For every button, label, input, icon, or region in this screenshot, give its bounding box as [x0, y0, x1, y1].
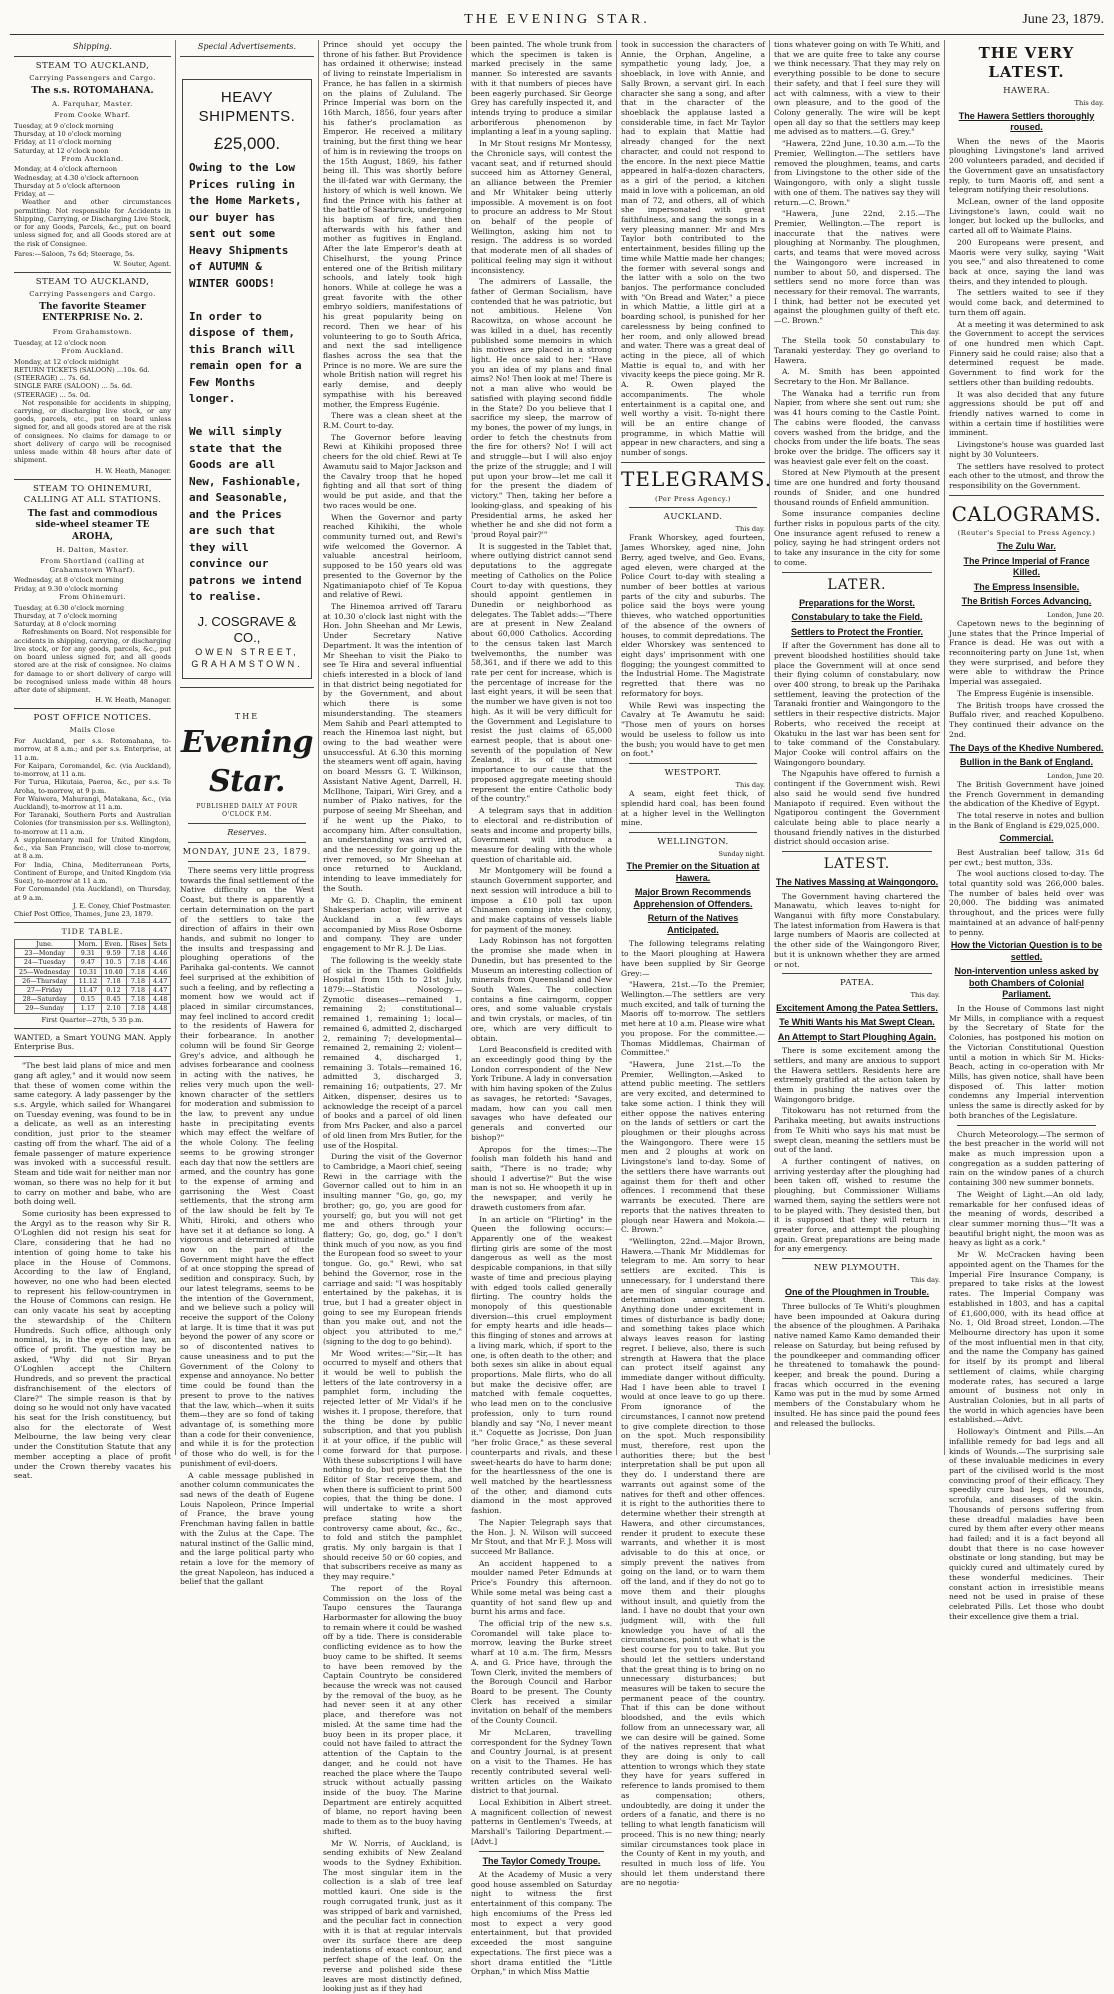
shipping-ad-title: STEAM TO AUCKLAND, [35, 61, 150, 72]
divider [180, 687, 314, 688]
table-cell: 4.46 [150, 949, 171, 958]
section-heading: An Attempt to Start Ploughing Again. [777, 1031, 937, 1042]
news-paragraph: The Empress Eugénie is insensible. [957, 688, 1094, 698]
news-paragraph: Stored at New Plymouth at the present time are one hundred and forty thousand rounds of Snider, and one hundred thousand rounds of Enfield ammunition. [774, 468, 940, 507]
section-heading: The Premier on the Situation at Hawera. [626, 861, 760, 883]
news-paragraph: The official trip of the new s.s. Coromandel will take place to-morrow, leaving the Burke street wharf at 10 a.m. The firm, Messrs A. and G. Price have, through the Town Clerk, invited the members of the Borough Council and Harbor Board to be present. The County Clerk has received a similar invitation on behalf of the members of the County Council. [471, 1619, 612, 1726]
news-paragraph: been painted. The whole trunk from which the specimen is taken is marked precisely in the same manner. So interested are savants with it that numbers of pieces have been eagerly purchased. Sir George Grey has carefully inspected it, and intends trying to produce a similar arboriferous phenomenon by implanting a leaf in a young sapling. [471, 40, 612, 137]
section-heading: Bullion in the Bank of England. [960, 757, 1093, 768]
news-paragraph: tions whatever going on with Te Whiti, and that we are quite free to take any course we think necessary. That they may rely on everything possible to be done to secure their safety, and that I feel sure they will act with calmness, with a view to their own pleasure, and to the good of the Colony generally. The wire will be kept open all day so that the settlers may keep me advised as to matters.—G. Grey." [774, 40, 940, 137]
news-paragraph: Frank Whorskey, aged fourteen, James Whorskey, aged nine, John Berry, aged twelve, and Geo. Evans, aged eleven, were charged at the Police Court to-day with stealing a number of beer bottles at various parts of the city and suburbs. The police said the boys were young thieves, who watched opportunities of the absence of the owners of houses, to commit depredations. The elder Whorskey was sentenced to eight days' imprisonment with one flogging; the youngest committed to the Industrial Home. The Magistrate regretted that there was no reformatory for boys. [621, 533, 765, 698]
news-paragraph: At a meeting it was determined to ask the Government to accept the services of one hundred men which Capt. Finnery said he could raise; also that a determined request be made. Government to find work for the settlers other than building redoubts. [949, 319, 1104, 387]
ship-name: The s.s. ROTOMAHANA. [31, 85, 154, 96]
news-paragraph: It is suggested in the Tablet that, where outlying district cannot send deputations to the aggregate meeting of Catholics on the Police Court to-day with questions, they should appoint gentlemen in Dunedin or neighborhood as delegates. The Tablet adds:—"There are at present in New Zealand about 60,000 Catholics. According to the census taken last March twelvemonths, the number was 58,361, and if there we add to this rate per cent for increase, which is the percentage of increase for the last eight years, it will be seen that the number we have given is not too high. As it will be very difficult for the Government and Legislature to resist the just claims of 65,000 earnest people, that is about one-seventh of the population of New Zealand, it is of the utmost importance to our cause that the proposed aggregate meeting should represent the entire Catholic body of the country." [471, 541, 612, 804]
ad-headline: HEAVY SHIPMENTS. [198, 89, 296, 126]
departure-times: Tuesday, at 6.30 o'clock morning Thursday, at 7 o'clock morning Saturday, at 8 o'clock morning [14, 603, 125, 629]
dateline-day: This day. [910, 327, 940, 336]
tide-table-title: TIDE TABLE. [61, 927, 124, 937]
table-cell: 9.31 [75, 949, 101, 958]
news-paragraph: While Rewi was inspecting the Cavalry at Te Awamutu he said: "Those men of yours on horses would be useless to follow us into the bush; you would have to get men on foot." [621, 700, 765, 759]
news-paragraph: Best Australian beef tallow, 31s 6d per cwt.; best mutton, 33s. [949, 847, 1104, 867]
table-header: June. [15, 940, 75, 949]
news-paragraph: The Ngapuhis have offered to furnish a contingent if the Government wish. Rewi also said he would send five hundred Maniapoto if required. Even without the Ngatiporou contingent the Government calculate being able to place nearly a thousand friendly natives in the disturbed district should occasion arise. [774, 769, 940, 847]
cosgrave-advertisement [182, 79, 312, 679]
table-cell: 24—Tuesday [15, 958, 75, 967]
news-paragraph: Mr Montgomery will be found a staunch Government supporter, and next session will introduce a bill to impose a £10 poll tax upon Chinamen coming into the colony, and make captains of vessels liable for payment of the money. [471, 866, 612, 934]
news-paragraph: The Hinemoa arrived off Tararu at 10.30 o'clock last night with the Hon. John Sheehan and Mr Lewis, Under Secretary Native Department. It was the intention of Mr Sheehan to visit the Piako to see Te Hira and several influential chiefs interested in a block of land in that district being negotiated for by the Government, and about which there is some misunderstanding. The steamers Mem Sahib and Pearl attempted to reach the Hinemoa last night, but owing to the bad weather were unsuccessful. At 6.30 this morning the steamers went off again, having on board Messrs G. T. Wilkinson, Assistant Native Agent, Darrell, H. McIlhone, Taipari, Wiri Grey, and a number of Piako natives, for the purpose of seeing Mr Sheehan, and if he went up the Piako, to accompany him. After consultation, an understanding was arrived at, and the necessity for going up the river removed, so Mr Sheehan at once returned to Auckland, intending to leave immediately for the South. [323, 601, 462, 893]
table-cell: 4.46 [150, 958, 171, 967]
news-paragraph: The Stella took 50 constabulary to Taranaki yesterday. They go overland to Hawera. [774, 336, 940, 365]
wanted-advertisement: WANTED, a Smart YOUNG MAN. Apply Enterprise Bus. [14, 1032, 171, 1052]
departure-heading: From Shortland (calling at Grahamstown Wharf). [40, 557, 145, 574]
news-paragraph: took in succession the characters of Annie, the Orphan, Angeline, a sympathetic young lady, Joe, a shoeblack, in love with Annie, and Sally Brown, a servant girl. In each character she sang a song, and after that in the character of the shoeblack the applause lasted a considerable time, in fact Mr Taylor had to explain that Mattie had already changed for the next character, and could not respond to the encore. In the next piece Mattie appeared in half-a-dozen characters, as a girl of the period, a kitchen maid in love with a policeman, an old man of 72, and others, all of which she impersonated with great faithfulness, and sang the songs in a very pleasing manner. Mr and Mrs Taylor both contributed to the entertainment, besides filling up the time while Mattie made her changes; the former with several songs and the latter with a solo on the two banjos. The performance concluded with "On Bread and Water," a piece in which Mattie, a little girl at a boarding school, is punished for her carelessness by being confined to her room, and only allowed bread and water. There was a great deal of acting in the piece, all of which Mattie is equal to, and with her vivacity keeps the piece going. Mr R. A. R. Owen played the accompaniments. The whole entertainment is a capital one, and well worthy a visit. To-night there will be an entire change of programme, in which Mattie will appear in new characters, and sing a number of songs. [621, 40, 765, 458]
news-paragraph: Prince should yet occupy the throne of his father. But Providence has ordained it otherwise; instead of living to reinstate Imperialism in France, he has fallen in a skirmish on the plains of Zululand. The Prince Imperial was born on the 16th March, 1856, four years after his father's proclamation as Emperor. He received a military training, but the first thing we hear of him is in reviewing the troops on the 15th August, 1869, his father being ill. This was shortly before the ill-fated war with Germany, the history of which is well known. We find the Prince with his father at the battle of Saarbruck, undergoing his baptism of fire, and then afterwards with his father and mother as fugitives in England. After the late Emperor's death at Chiselhurst, the young Prince entered one of the British military schools, and lately took high honors. While at college he was a great favorite with the other embryo soldiers, manifestations of his great popularity being on record. Then we hear of his volunteering to go to South Africa, and next the sad intelligence flashes across the sea that the Prince is no more. We are sure the whole British nation will regret his early demise, and deeply sympathise with his bereaved mother, the Empress Eugénie. [323, 40, 462, 409]
issue-date: MONDAY, JUNE 23, 1879. [182, 846, 312, 856]
section-heading: The Natives Massing at Waingongoro. [775, 877, 939, 888]
departure-times: Wednesday, at 8 o'clock morning Friday, at 9.30 o'clock morning [14, 576, 124, 593]
table-row [15, 1004, 171, 1013]
table-cell: 9.47 [75, 958, 101, 967]
dateline-place: HAWERA. [1003, 86, 1050, 97]
table-cell: 0.45 [101, 995, 126, 1004]
newspaper-title: THE EVENING STAR. [464, 12, 650, 27]
masthead-name: Evening Star. [181, 725, 313, 799]
shipping-note: Not responsible for accidents in shipping, carrying, or discharging live stock, or any goods, parcels, etc., put on board unless signed for, and all goods stored are at the risk of consignees. No claims for damage to or short delivery of cargo will be recognised unless made within 48 hours after date of shipment. [14, 398, 171, 465]
section-heading: How the Victorian Question is to be settled. [950, 940, 1103, 962]
divider [629, 763, 757, 764]
divider [188, 823, 306, 824]
dateline-day: This day. [910, 991, 940, 1000]
table-cell: 2.10 [101, 1004, 126, 1013]
departure-heading: From Grahamstown. [52, 327, 133, 336]
departure-heading: From Cooke Wharf. [54, 111, 131, 120]
news-paragraph: "The best laid plans of mice and men gang aft agley," and it would now seem that these of women come within the same category. A lady passenger by the s.s. Argyle, which sailed for Whangarei on Tuesday evening, was found to be in a delicate, as well as an interesting condition, just prior to the steamer casting off from the wharf. The aid of a female passenger of mature experience was invoked with a successful result. Steam and tide wait for neither man nor woman, so there was no help for it but to carry on mother and babe, who are both doing well. [14, 1061, 171, 1207]
ad-town: GRAHAMSTOWN. [191, 658, 303, 669]
table-row [15, 976, 171, 985]
news-paragraph: The Napier Telegraph says that the Hon. J. N. Wilson will succeed Mr Stout, and that Mr F. J. Moss will succeed Mr Ballance. [471, 1517, 612, 1556]
ship-name: The fast and commodious side-wheel steamer TE AROHA, [27, 508, 158, 542]
section-heading: The British Forces Advancing. [961, 596, 1092, 607]
page-masthead [10, 8, 1104, 35]
dateline-place: WELLINGTON. [657, 837, 729, 848]
news-paragraph: There was a clean sheet at the R.M. Court to-day. [323, 411, 462, 431]
column-shipping [10, 40, 175, 1481]
news-paragraph: "Hawera, June 21st.—To the Premier, Wellington.—Asked to attend public meeting. The settlers are very excited, and determined to take some action. I think they will either oppose the natives entering on the lands of settlers or cart the ploughmen or their ploughs across the Waingongoro. There were 15 men and 2 ploughs at work on Livingstone's land to-day. Some of the settlers there have warrants out against them for theft and other offences. I recommend that these warrants be executed. There are reports that the natives threaten to plough near Hawera and Mokoia.—C. Brown." [621, 1060, 765, 1235]
table-row [15, 958, 171, 967]
shipping-header: Shipping. [73, 42, 112, 51]
section-heading: Commercial. [999, 833, 1054, 844]
publication-line: PUBLISHED DAILY AT FOUR O'CLOCK P.M. [196, 803, 298, 818]
news-paragraph: Apropos for the times:—The foolish man foldeth his hand and saith, "There is no trade; why should I advertise?" But the wise man is not so. He whoopeth it up in the newspaper, and verily he draweth customers from afar. [471, 1144, 612, 1212]
table-header: Morn. [75, 940, 101, 949]
news-paragraph: Lord Beaconsfield is credited with an exceedingly good thing by the London correspondent of the New York Tribune. A lady in conversation with him having spoken of the Zulus as savages, he retorted: "Savages, madam, how can you call men savages who have defeated our generals and converted our bishop?" [471, 1045, 612, 1142]
section-heading: Return of the Natives Anticipated. [647, 913, 739, 935]
news-paragraph: At the Academy of Music a very good house assembled on Saturday night to witness the first entertainment of this company. The high encomiums of the Press led most to expect a very good entertainment, but that provided exceeded the most sanguine expectations. The first piece was a short drama entitled the "Little Orphan," in which Miss Mattie [471, 1870, 612, 1977]
departure-times: Monday, at 4 o'clock afternoon Wednesday, at 4.30 o'clock afternoon Thursday at 5 o'clock afternoon Friday, at — [14, 165, 139, 199]
later-heading: LATER. [827, 576, 887, 593]
dateline-day: Sunday night. [718, 850, 765, 859]
ad-body: Owing to the Low Prices ruling in the Home Markets, our buyer has sent out some Heavy Shipments of AUTUMN & WINTER GOODS! In order to dispose of them, this Branch will remain open for a Few Months longer. We will simply state that the Goods are all New, Fashionable, and Seasonable, and the Prices are such that they will convince our patrons we intend to realise. [189, 161, 302, 604]
news-paragraph: 200 Europeans were present, and Maoris were very sulky, saying "Wait you see," and also threatened to come back at once, saying the land was theirs, and they intended to plough. [949, 237, 1104, 286]
news-paragraph: The wool auctions closed to-day. The total quantity sold was 266,000 bales. The number of bales held over was 20,000. The bidding was animated throughout, and the prices were fully maintained at an advance of half-penny to penny. [949, 869, 1104, 937]
advertisement-paragraph: Mr W. McCracken having been appointed agent on the Thames for the Imperial Fire Insurance Company, is prepared to take risks at the lowest rates. The Imperial Company was established in 1803, and has a capital of £1,600,000, with its head office at No. 1, Old Broad street, London.—The Melbourne directory has upon it some of the most influential men in that city, and the name the Company has gained for itself by its prompt and liberal settlement of claims, while charging moderate rates, has secured a large amount of business not only in Australian Colonies, but in all parts of the world in which agencies have been established.—Advt. [949, 1250, 1104, 1425]
section-heading: The Empress Insensible. [973, 581, 1080, 592]
section-heading: Non-intervention unless asked by both Chambers of Colonial Parliament. [954, 966, 1099, 1000]
news-paragraph: Capetown news to the beginning of June states that the Prince Imperial of France is dead. He was out with a reconnoitering party on June 1st, when they were surprised, and before they were able to withdraw the Prince Imperial was assegaied. [949, 618, 1104, 687]
tide-table-footnote: First Quarter—27th, 5 35 p.m. [41, 1015, 144, 1024]
special-advertisements-header: Special Advertisements. [197, 42, 297, 51]
table-row [15, 949, 171, 958]
news-paragraph: Some curiosity has been expressed to the Argyl as to the reason why Sir R. O'Loghlen did not resign his seat for Clare, considering that he had no intention of going home to take his place in the House of Commons. According to the law of England, however, no one who had been elected to represent his fellow-countrymen in the House of Commons can resign. He can only vacate his seat by accepting the stewardship of the Chiltern Hundreds. Such office, although only nominal, is, in the eye of the law, an office of profit. The question may be asked, "Why did not Sir Bryan O'Loghlen accept the Chiltern Hundreds, and so prevent the practical disfranchisement of the electors of Clare?" The simple reason is that by doing so he would not only have vacated his seat for the Irish constituency, but also for the electorate of West Melbourne, the law being very clear under the Constitution Statute that any member accepting a place of profit under the Crown thereby vacates his seat. [14, 1208, 171, 1481]
table-cell: 28—Saturday [15, 995, 75, 1004]
dateline-day: London, June 20. [1047, 771, 1104, 780]
ship-master: H. Dalton, Master. [56, 546, 129, 555]
section-heading: Excitement Among the Patea Settlers. [776, 1002, 938, 1013]
shipping-ad-title: STEAM TO OHINEMURI, CALLING AT ALL STATIONS. [23, 483, 162, 505]
table-header: Sets [150, 940, 171, 949]
divider [782, 572, 932, 573]
divider [14, 56, 171, 57]
news-paragraph: Titokowaru has not returned from the Parihaka meeting, but awaits instructions from Te Whiti who says his mat must be swept clean, meaning the settlers must be out of the land. [774, 1106, 940, 1155]
dateline-place: AUCKLAND. [663, 512, 723, 523]
news-paragraph: A seam, eight feet thick, of splendid hard coal, has been found at a higher level in the Wellington mine. [621, 789, 765, 828]
table-cell: 7.18 [126, 949, 150, 958]
section-heading: Major Brown Recommends Apprehension of Offenders. [633, 887, 753, 909]
table-cell: 11.47 [75, 985, 101, 994]
news-paragraph: "Hawera, 22nd June, 10.30 a.m.—To the Premier, Wellington.—The settlers have removed the ploughmen, teams, and carts from Livingstone to the other side of the Waingongoro, with only a slight tussle with one of them. The natives say they will return.—C. Brown." [774, 139, 940, 207]
divider [188, 842, 306, 843]
news-paragraph: A further contingent of natives, on arriving yesterday after the ploughing had been taken off, wished to resume the ploughing, but Commissioner Williams warned them, saying the settlers were not to be played with. They desisted then, but it is supposed that they will return in greater force, and attempt the ploughing again. Great preparations are being made for any emergency. [774, 1157, 940, 1254]
table-cell: 0.12 [101, 985, 126, 994]
section-heading: One of the Ploughmen in Trouble. [785, 1287, 929, 1298]
column-advertisements [175, 40, 318, 1587]
divider [14, 1028, 171, 1029]
column-very-latest [944, 40, 1108, 1621]
dateline-day: This day. [735, 780, 765, 789]
news-paragraph: "Wellington, 22nd.—Major Brown, Hawera.—Thank Mr Middlemas for telegram to me. Am sorry to hear settlers are excited. This is unnecessary, for I understand there are men of singular courage and determination amongst them. Anything done under excitement in times of disturbance is badly done; and something takes place which always leaves reason for lasting regret. I believe, also, there is such strength at Hawera that the place can protect itself against any immediate danger without difficulty. Had I have been able to travel I would at once leave to go up there. From ignorance of the circumstances, I cannot now pretend to give complete direction to those on the spot. Much responsibility must, therefore, rest upon the authorities there; but the best interpretation shall be put upon all they do. I understand there are warrants out against some of the natives for theft and other offences. it is right to the authorities there to determine whether their strength at Hawera, and other circumstances, render it prudent to execute these warrants, and whether it is most advisable to do this at once, or simply prevent the natives from going on the land, or to warn them off the land, and if they do not go to move them and their ploughs without insult, and quietly from the land. I have no doubt that your own judgment will, with the full knowledge you have of all the circumstances, point out what is the best course for you to take. But you should let the settlers understand that the great thing is to bring on no unnecessary disturbances; but measures will be taken to secure the permanent peace of the country. That if this can be done without bloodshed, and the evils which follow from an unnecessary war, all we can desire will be gained. Some of the natives represent that what they are doing is only to call attention to wrongs which they state they have for years suffered in reference to lands promised to them as compensation; others, undoubtedly, are doing it under the orders of a fanatic, and there is no telling to what length fanaticism will proceed. This is no new thing; nearly similar circumstances took place in the County of Kent in my youth, and resulted in much loss of life. You should let them understand there are no negotia- [621, 1236, 765, 1888]
shipping-agent: W. Souter, Agent. [113, 260, 171, 269]
news-paragraph: In Mr Stout resigns Mr Montessy, the Chronicle says, will contest the vacant seat, and if returned should succeed him as Attorney General, an alliance between the Premier and Mr Whitaker being utterly impossible. A movement is on foot to procure an address to Mr Stout on behalf of the people of Wellington, asking him not to resign. The address is so worded that moderate men of all shades of political feeling may sign it without inconsistency. [471, 139, 612, 275]
section-heading: The Zulu War. [997, 541, 1056, 552]
divider [949, 495, 1104, 496]
editorial-paragraph: A cable message published in another column communicates the sad news of the death of Eugene Louis Napoleon, Prince Imperial of France, the brave young Frenchman having fallen in battle with the Zulus at the Cape. The natural instinct of the Gallic mind, and the large political party who retain a love for the memory of the great Napoleon, has induced a belief that the gallant [180, 1470, 314, 1587]
dateline-day: This day. [735, 525, 765, 534]
shipping-fares: Fares:—Saloon, 7s 6d; Steerage, 5s. [14, 249, 135, 258]
column-news-3 [318, 40, 466, 1994]
shipping-agent: H. W. Heath, Manager. [95, 466, 171, 475]
news-paragraph: McLean, owner of the land opposite Livingstone's lawn, could wait no longer, but locked up the bullocks, and carted all off to Waimate Plains. [949, 196, 1104, 236]
news-paragraph: A telegram says that in addition to electoral and re-distribution of seats and income and property bills, Government will introduce a measure for dealing with the whole question of charitable aid. [471, 806, 612, 864]
post-office-notices: For Auckland, per s.s. Rotomahana, to-morrow, at 8 a.m.; and per s.s. Enterprise, at 11 a.m. For Kaipara, Coromandel, &c. (via Auckland), to-morrow, at 11 a.m. For Turua, Hikutaia, Paeroa, &c., per s.s. Te Aroha, to-morrow, at 9 p.m. For Waiwera, Mahurangi, Matakana, &c., (via Auckland), to-morrow at 11 a.m. For Taranaki, Southern Ports and Australian Colonies (for transmission per s.s. Wellington), to-morrow at 11 a.m. A supplementary mail for United Kingdom, &c., via San Francisco, will close to-morrow, at 8 a.m. For India, China, Mediterranean Ports, Continent of Europe, and United Kingdom (via Suez), to-morrow at 11 a.m. For Coromandel (via Auckland), on Thursday, at 9 a.m. [14, 737, 171, 902]
table-cell: 23—Monday [15, 949, 75, 958]
shipping-agent: H. W. Heath, Manager. [95, 696, 171, 705]
section-heading: Settlers to Protect the Frontier. [790, 626, 924, 637]
advertisement-paragraph: Local Exhibition in Albert street. A magnificent collection of newest patterns in Gentlemen's Tweeds, at Marshall's Tailoring Department.—[Advt.] [471, 1797, 612, 1846]
telegrams-source: (Per Press Agency.) [654, 494, 732, 503]
shipping-fares: RETURN TICKETS (SALOON) ...10s. 6d. (STEERAGE) ... 7s. 6d. SINGLE FARE (SALOON) ... 5s. 6d. (STEERAGE) ... 5s. 0d. [14, 365, 150, 399]
table-cell: 10.31 [75, 967, 101, 976]
news-paragraph: An accident happened to a moulder named Peter Edmunds at Price's Foundry this afternoon. While some metal was being cast a quantity of hot sand flew up and burnt his arms and face. [471, 1558, 612, 1617]
section-heading: The Hawera Settlers thoroughly roused. [958, 110, 1095, 133]
divider [629, 832, 757, 833]
table-cell: 11.12 [75, 976, 101, 985]
shipping-ad-subtitle: Carrying Passengers and Cargo. [29, 74, 156, 83]
shipping-ad-title: STEAM TO AUCKLAND, [35, 277, 150, 288]
reserves-line: Reserves. [227, 827, 267, 837]
table-cell: 26—Thursday [15, 976, 75, 985]
news-paragraph: The following is the weekly state of sick in the Thames Goldfields Hospital from 15th to 21st July, 1879:—Statistic Nosology.—Zymotic diseases—remained 1, remaining 2; constitutional—remained 1, remaining 1; local—remained 6, admitted 2, discharged 2, remaining 7; developmental—remained 2, remaining 2; violent—remained 4, discharged 1, remaining 3. Totals—remained 16, admitted 3, discharged 3, remaining 16; outpatients, 27. Mr Aitken, dispenser, desires us to acknowledge the receipt of a parcel of books and a parcel of old linen from Mrs Packer, and also a parcel of old linen from Mrs Butler, for the use of the Hospital. [323, 955, 462, 1150]
section-heading: The Prince Imperial of France Killed. [963, 555, 1090, 578]
table-cell: 7.18 [126, 1004, 150, 1013]
editorial-paragraph: There seems very little progress towards the final settlement of the Native difficulty on the West Coast, but there is apparently a certain determination on the part of the settlers to take the direction of affairs in their own hands, and submit no longer to the insults and trespassing and ploughing operations of the Parihaka gal-contents. We cannot feel surprised at the exhibition of such a feeling, and by reflecting a moment how we would act if placed in similar circumstances, may feel inclined to accord credit to the residents of Hawera for their forbearance. In another column will be found Sir George Grey's advice, and although he advises forbearance and coolness in acting with the natives, he relies very much upon the well-known character of the settlers for moderation and submission to the law, to prevent any undue haste in precipitating events which may effect the welfare of the whole Colony. The feeling seems to be growing stronger each day that now the settlers are armed, and the country has gone to the expense of arming and garrisoning the West Coast settlements, that the strong arm of the law should be felt by Te Whiti, Hiroki, and others who have set it at defiance so long. A vigorous and determined attitude now on the part of the Government might have the effect of at once stopping the spread of sedition and conspiracy. Such, by our latest telegrams, seems to be the intention of the Government, and we believe such a policy will receive the support of the Colony at large. It is time that it was put beyond the power of any score or so of discontented natives to cause uneasiness and to put the Government of the Colony to expense and annoyance. No better time could be found than the present to prove to the natives that the law, which—when it suits them—they are so fond of taking advantage of, is something more than a code for their convenience, and while it is for the protection of those who do well, is for the punishment of evil-doers. [180, 865, 314, 1468]
table-row [15, 967, 171, 976]
page-date: June 23, 1879. [1022, 12, 1104, 27]
table-cell: 4.47 [150, 976, 171, 985]
news-paragraph: Lady Robinson has not forgotten the promise she made when in Dunedin, but has presented to the Museum an interesting collection of minerals from Queensland and New South Wales. The collection contains a fine cairngorm, copper ores, and some valuable crystals and twin crystals, or macles, of tin ore, which are very difficult to obtain. [471, 936, 612, 1043]
news-paragraph: It was also decided that any future aggressions should be put off and friendly natives warned to come in within a certain time if hostilities were imminent. [949, 389, 1104, 438]
news-paragraph: The admirers of Lassalle, the father of German Socialism, have contended that he was patriotic, but not ambitious. Helene Von Racowitza, on whose account he was killed in a duel, has recently published some memoirs in which his motives are placed in a strong light. He once said to her: "Have you an idea of my plans and final aims? No! Then look at me! There is not a man alive who would be satisfied with playing second fiddle in the State? Do you believe that I sacrifice my sleep, the marrow of my bones, the power of my lungs, in order to fetch the chestnuts from the fire for others? No! I will act and struggle—but I will also enjoy the prize of the struggle; and I will put upon your brow—let me call it for the present the diadem of victory." Then, taking her before a looking-glass, and speaking of his Presidential arms, he asked her whether he and she did not form a 'proud Royal pair?'" [471, 277, 612, 539]
table-cell: 4.47 [150, 985, 171, 994]
news-paragraph: When the Governor and party reached Kihikihi, the whole community turned out, and Rewi's wife welcomed the Governor. A valuable ancestral heirloom, supposed to be 150 years old was presented to the Governor by the Ngatimaniapoto chief of Te Kopua and relative of Rewi. [323, 512, 462, 600]
news-paragraph: The Wanaka had a terrific run from Napier, from where she sent out rum; she was 41 hours coming to the Castle Point. The cabins were flooded, the canvass covers washed from the bridge, and the chocks from under the life boats. The seas broke over the bridge. The officers say it was heaviest gale ever felt on the coast. [774, 388, 940, 466]
news-paragraph: The settlers waited to see if they would come back, and determined to turn them off again. [949, 288, 1104, 317]
news-paragraph: The Government having chartered the Manawatu, which leaves to-night for Wanganui with fifty more Constabulary. The latest information from Hawera is that large numbers of Maoris are collected at the other side of the Waingongoro River, but it is unknown whether they are armed or not. [774, 891, 940, 969]
divider [782, 851, 932, 852]
table-header-row [15, 940, 171, 949]
calograms-heading: CALOGRAMS. [951, 501, 1102, 526]
news-paragraph: The report of the Royal Commission on the loss of the Taupo censures the Tauranga Harbormaster for allowing the buoy to remain where it could be washed off by a tide. There is considerable conflicting evidence as to how the buoy came to be shifted. It seems to have been removed by the Captain Countryto be considered because the wreck was not caused by the removal of the buoy, as he had never seen it at any other place, and therefore was not misled. At the same time had the buoy been in its proper place, it could not have failed to attract the attention of the Captain to the danger, and he could not have reached the place where the Taupo struck without actually passing inside of the buoy. The Marine Department are entirely acquitted of blame, no report having been made to them as to the buoy having shifted. [323, 1583, 462, 1836]
section-heading: The Days of the Khedive Numbered. [949, 742, 1104, 753]
news-paragraph: Mr McLaren, travelling correspondent for the Sydney Town and Country Journal, is at present on a visit to the Thames. He has recently contributed several well-written articles on the Waikato district to that journal. [471, 1727, 612, 1796]
divider [782, 1258, 932, 1259]
divider [479, 1851, 604, 1852]
masthead-the: THE [234, 712, 260, 722]
table-cell: 1.17 [75, 1004, 101, 1013]
calograms-source: (Reuter's Special to Press Agency.) [957, 529, 1096, 538]
divider [14, 272, 171, 273]
news-paragraph: During the visit of the Governor to Cambridge, a Maori chief, seeing Rewi in the carriage with the Governor called out to him in an insulting manner "Go, go, go, my brother; go, go, you are good for yourself; go, but you will not get me and others through your flattery; Go, go, dog, go." I don't think much of you now, as you find the European food so sweet to your tongue. Go, go." Rewi, who sat behind the Governor, rose in the carriage and said: "I was hospitably entertained by the pakehas, it is true, but I had a greater object in going to see my European friends than you make out, and not the object you attributed to me," (signing to the dog to go behind). [323, 1152, 462, 1346]
table-header: Even. [101, 940, 126, 949]
post-office-subtitle: Mails Close [69, 726, 116, 735]
news-paragraph: Mr Wood writes:—"Sir,—It has occurred to myself and others that it would be well to publish the letters of the late controversy in a pamphlet form, including the rejected letter of Mr Vidal's if he wishes it. I propose, therefore, that the thing be done by public subscription, and that you publish it at your office, if the public will come forward for that purpose. With these subscriptions I will have nothing to do, but propose that the Editor of Star receive them, and when there is sufficient to print 500 copies, that the thing be done. I will undertake to write a short preface stating how the controversy came about, &c., &c., to fold and stitch the pamphlet gratis. My only bargain is that I should receive 50 or 60 copies, and that subscribers receive as many as they may require." [323, 1348, 462, 1582]
table-cell: 10.40 [101, 967, 126, 976]
tide-table [14, 939, 171, 1014]
dateline-day: London, June 20. [1047, 610, 1104, 619]
divider [629, 507, 757, 508]
shipping-ad-subtitle: Carrying Passengers and Cargo. [29, 290, 156, 299]
news-paragraph: Three bullocks of Te Whiti's ploughmen have been impounded at Oakura during the absence of the ploughmen. A Parihaka native named Kamo Kamo demanded their release on Saturday, but being refused by the poundkeeper and commanding officer he threatened to tomahawk the pound-keeper, and break the pound. During a fracas which occurred in the evening Kamo was put in the mud by some Armed members of the Constabulary whom he insulted. He has since paid the pound fees and released the bullocks. [774, 1301, 940, 1428]
ship-name: The favorite Steamer ENTERPRISE No. 2. [39, 301, 146, 324]
departure-heading: From Auckland. [61, 154, 124, 163]
section-heading: The Taylor Comedy Troupe. [482, 1855, 601, 1866]
section-heading: Constabulary to take the Field. [791, 612, 923, 623]
table-header: Rises [126, 940, 150, 949]
news-paragraph: "Hawera, 21st.—To the Premier, Wellington.—The settlers are very much excited, and talk of turning the Maoris off to-morrow. The settlers met here at 10 a.m. Please wire what you propose. For the committee.—Thomas Middlemas, Chairman of Committee." [621, 980, 765, 1058]
dateline-place: PATEA. [839, 978, 875, 989]
table-cell: 7.18 [126, 967, 150, 976]
table-cell: 9.59 [101, 949, 126, 958]
shipping-note: Weather and other circumstances permitting. Not responsible for Accidents in Shipping, Carrying, or Discharging Live Stock, or for any Goods, Parcels, &c., put on board unless signed for, and all Goods stored are at the risk of Consignee. [14, 198, 171, 248]
dateline-place: WESTPORT. [664, 767, 722, 778]
columns [10, 40, 1108, 1994]
dateline-place: NEW PLYMOUTH. [813, 1263, 901, 1274]
latest-heading: LATEST. [823, 856, 891, 873]
ad-amount: £25,000. [213, 133, 281, 153]
news-paragraph: A. M. Smith has been appointed Secretary to the Hon. Mr Ballance. [774, 367, 940, 386]
ship-master: A. Farquhar, Master. [52, 100, 133, 109]
divider [621, 462, 765, 463]
news-paragraph: If after the Government has done all to prevent bloodshed hostilities should take place the Government will at once send their flying column of constabulary, now over 400 strong, to break up the Parihaka settlement, leaving the protection of the Taranaki frontier and Waingongoro to the settlers in their respective districts. Major Roberts, who received the receipt at Okatuku in the last war has been sent for to take command of the Constabulary. Major Cooke will control affairs on the Waingongoro boundary. [774, 641, 940, 767]
section-heading: Preparations for the Worst. [799, 597, 915, 608]
news-paragraph: Mr G. D. Chaplin, the eminent Shakesperian actor, will arrive at Auckland in a few days accompanied by Miss Rose Osborne and company. They are under engagement to Mr R. J. De Lias. [323, 895, 462, 954]
table-cell: 7.18 [126, 976, 150, 985]
table-cell: 4.48 [150, 1004, 171, 1013]
news-paragraph: Church Meteorology.—The sermon of the best preacher in the world will not make as much impression upon a congregation as a sudden pattering of rain on the window panes of a church containing 300 new summer bonnets. [949, 1129, 1104, 1188]
postmaster-signature: J. E. Coney, Chief Postmaster. [72, 901, 171, 910]
departure-heading: From Ohinemuri. [58, 592, 127, 601]
very-latest-heading: THE VERY LATEST. [978, 44, 1075, 82]
news-paragraph: "Hawera, June 22nd, 2.15.—The Premier, Wellington.—The report is inaccurate that the natives were ploughing at Normanby. The ploughmen, carts, and teams that were moved across the Waingongoro were increased in number to about 50, and dispersed. The settlers send no more force than was necessary for their removal. The warrants, I think, had better not be executed yet against the ploughmen guilty of theft etc.—C. Brown." [774, 209, 940, 326]
divider [14, 922, 171, 923]
news-paragraph: The Governor before leaving Rewi at Kihikihi proposed three cheers for the old chief. Rewi at Te Awamutu said to Major Jackson and the Cavalry troop that he hoped fighting and all that sort of thing would be put aside, and that the two races would be one. [323, 432, 462, 510]
table-row [15, 985, 171, 994]
table-cell: 29—Sunday [15, 1004, 75, 1013]
table-cell: 25—Wednesday [15, 967, 75, 976]
divider [782, 973, 932, 974]
news-paragraph: In an article on "Flirting" in the Queen the following occurs:—Apparently one of the weakest flirting girls are some of the most dangerous as well as the most despicable companions, in that silly waste of time and precious playing with edged tools called generally flirting. The country holds the monopoly of this questionable diversion—this cruel employment for empty hearts and idle heads—this flinging of stones and arrows at a living mark, which, if sport to the one, is often death to the other; and both sexes sin alike in about equal proportions. Male flirts, who do all but make the decisive offer, are matched with female coquettes, who lead men on to the conclusive profession, only to turn round blandly and say "No, I never meant it." Coquette as Jocrisse, Don Juan "her frolic Grace," as these several counterparts and rivals, and these sweet-hearts do have to harm done; for the heartlessness of the one is well matched by the heartlessness of the other, and diamond cuts diamond in the most approved fashion. [471, 1214, 612, 1516]
column-later [769, 40, 944, 1455]
news-paragraph: The following telegrams relating to the Maori ploughing at Hawera have been supplied by Sir George Grey:— [621, 939, 765, 978]
departure-heading: From Auckland. [61, 346, 124, 355]
ad-firm-name: J. COSGRAVE & CO., [197, 613, 297, 646]
advertisement-paragraph: Holloway's Ointment and Pills.—An infallible remedy for bad legs and all kinds of Wounds.—The surprising sale of these invaluable medicines in every part of the civilised world is the most convincing proof of their efficacy. They speedily cure bad legs, old wounds, scrofula, and diseases of the skin. Thousands of persons suffering from these dreadful maladies have been cured by them after every other means had failed; and it is a fact beyond all doubt that there is no case however obstinate or long standing, but may be quickly cured and ultimately cured by these wonderful medicines. Their constant action in irresistible means need not be used in praise of these celebrated Pills. Let those who doubt their excellence give them a trial. [949, 1427, 1104, 1621]
news-paragraph: Livingstone's house was guarded last night by 30 Volunteers. [949, 440, 1104, 459]
table-cell: 4.48 [150, 995, 171, 1004]
table-cell: 27—Friday [15, 985, 75, 994]
table-cell: 0.15 [75, 995, 101, 1004]
section-heading: Te Whiti Wants his Mat Swept Clean. [779, 1017, 935, 1028]
departure-times: Monday, at 12 o'clock midnight [14, 357, 119, 366]
post-office-title: POST OFFICE NOTICES. [33, 713, 152, 724]
news-paragraph: The Weight of Light.—An old lady, remarkable for her confused ideas of the meaning of words, described a clear summer morning thus—"It was a beautiful bright night, the moon was as heavy as light as a cork." [949, 1189, 1104, 1248]
shipping-note: Refreshments on Board. Not responsible for accidents in shipping, carrying, or discharging live stock, or for any goods, parcels, &c., put on board unless signed for, and all goods stored are at the risk of consignee. No claims for damage to or short delivery of cargo will be recognised unless made within 48 hours after date of shipment. [14, 628, 171, 694]
post-office-dateline: Chief Post Office, Thames, June 23, 1879. [14, 910, 153, 919]
divider [14, 708, 171, 709]
divider [180, 56, 314, 57]
table-cell: 4.46 [150, 967, 171, 976]
table-cell: 7.18 [126, 985, 150, 994]
news-paragraph: Mr W. Norris, of Auckland, is sending exhibits of New Zealand woods to the Sydney Exhibition. The most singular item in the collection is a slab of tree leaf mottled kauri. One side is the rough corrugated trunk, just as it was stripped of bark and varnished, and the peculiar fact in connection with it is that at regular intervals over its surface there are deep indentations of exact contour, and perfect shape of the leaf. On the reverse and polished side these leaves are most distinctly defined, looking just as if they had [323, 1838, 462, 1994]
news-paragraph: The settlers have resolved to protect each other to the utmost, and throw the responsibility on the Government. [949, 461, 1104, 491]
news-paragraph: Some insurance companies decline further risks in populous parts of the city. One insurance agent refused to renew a policy, saying he had stringent orders not to take any insurance in the city for some to come. [774, 509, 940, 567]
news-paragraph: There is some excitement among the settlers, and many are anxious to support the Hawera settlers. Residents here are extremely gratified at the action taken by them in pushing the natives over the Waingongoro bridge. [774, 1046, 940, 1104]
table-cell: 10. 5 [101, 958, 126, 967]
departure-times: Tuesday, at 12 o'clock noon [14, 338, 107, 347]
news-paragraph: The British Government have joined the French Government in demanding the abdication of the Khedive of Egypt. [949, 779, 1104, 809]
telegrams-heading: TELEGRAMS. [621, 466, 773, 491]
table-cell: 7.18 [101, 976, 126, 985]
divider [14, 479, 171, 480]
news-paragraph: The total reserve in notes and bullion in the Bank of England is £29,025,000. [949, 810, 1104, 830]
table-cell: 7.18 [126, 958, 150, 967]
divider [957, 1125, 1096, 1126]
news-paragraph: The British troops have crossed the Buffalo river, and reached Kopulbeno. They continued their advance on the 2nd. [949, 700, 1104, 739]
column-news-4 [466, 40, 616, 1977]
departure-times: Tuesday, at 9 o'clock morning Thursday, at 10 o'clock morning Friday, at 11 o'clock morning Saturday, at 12 o'clock noon [14, 121, 122, 155]
table-cell: 7.18 [126, 995, 150, 1004]
dateline-day: This day. [910, 1276, 940, 1285]
ad-street: OWEN STREET, [195, 647, 299, 658]
column-telegrams [616, 40, 773, 1888]
divider [14, 1056, 171, 1057]
news-paragraph: When the news of the Maoris ploughing Livingstone's land arrived 200 volunteers paraded, and decided if the Government gave an unsatisfactory reply, to turn Maoris off, and sent a telegram notifying their resolutions. [949, 136, 1104, 195]
dateline-day: This day. [1074, 99, 1104, 108]
news-paragraph: In the House of Commons last night Mr Mills, in compliance with a request by the Secretary of State for the Colonies, has postponed his motion on the Victorian Constitutional Question until a motion in which Sir M. Hicks-Beach, acting in co-operation with Mr Mills, has given notice, shall have been disposed of. This latter motion condemns any Imperial intervention unless the same is directly asked for by both branches of the Legislature. [949, 1003, 1104, 1120]
divider [188, 861, 306, 862]
table-row [15, 995, 171, 1004]
